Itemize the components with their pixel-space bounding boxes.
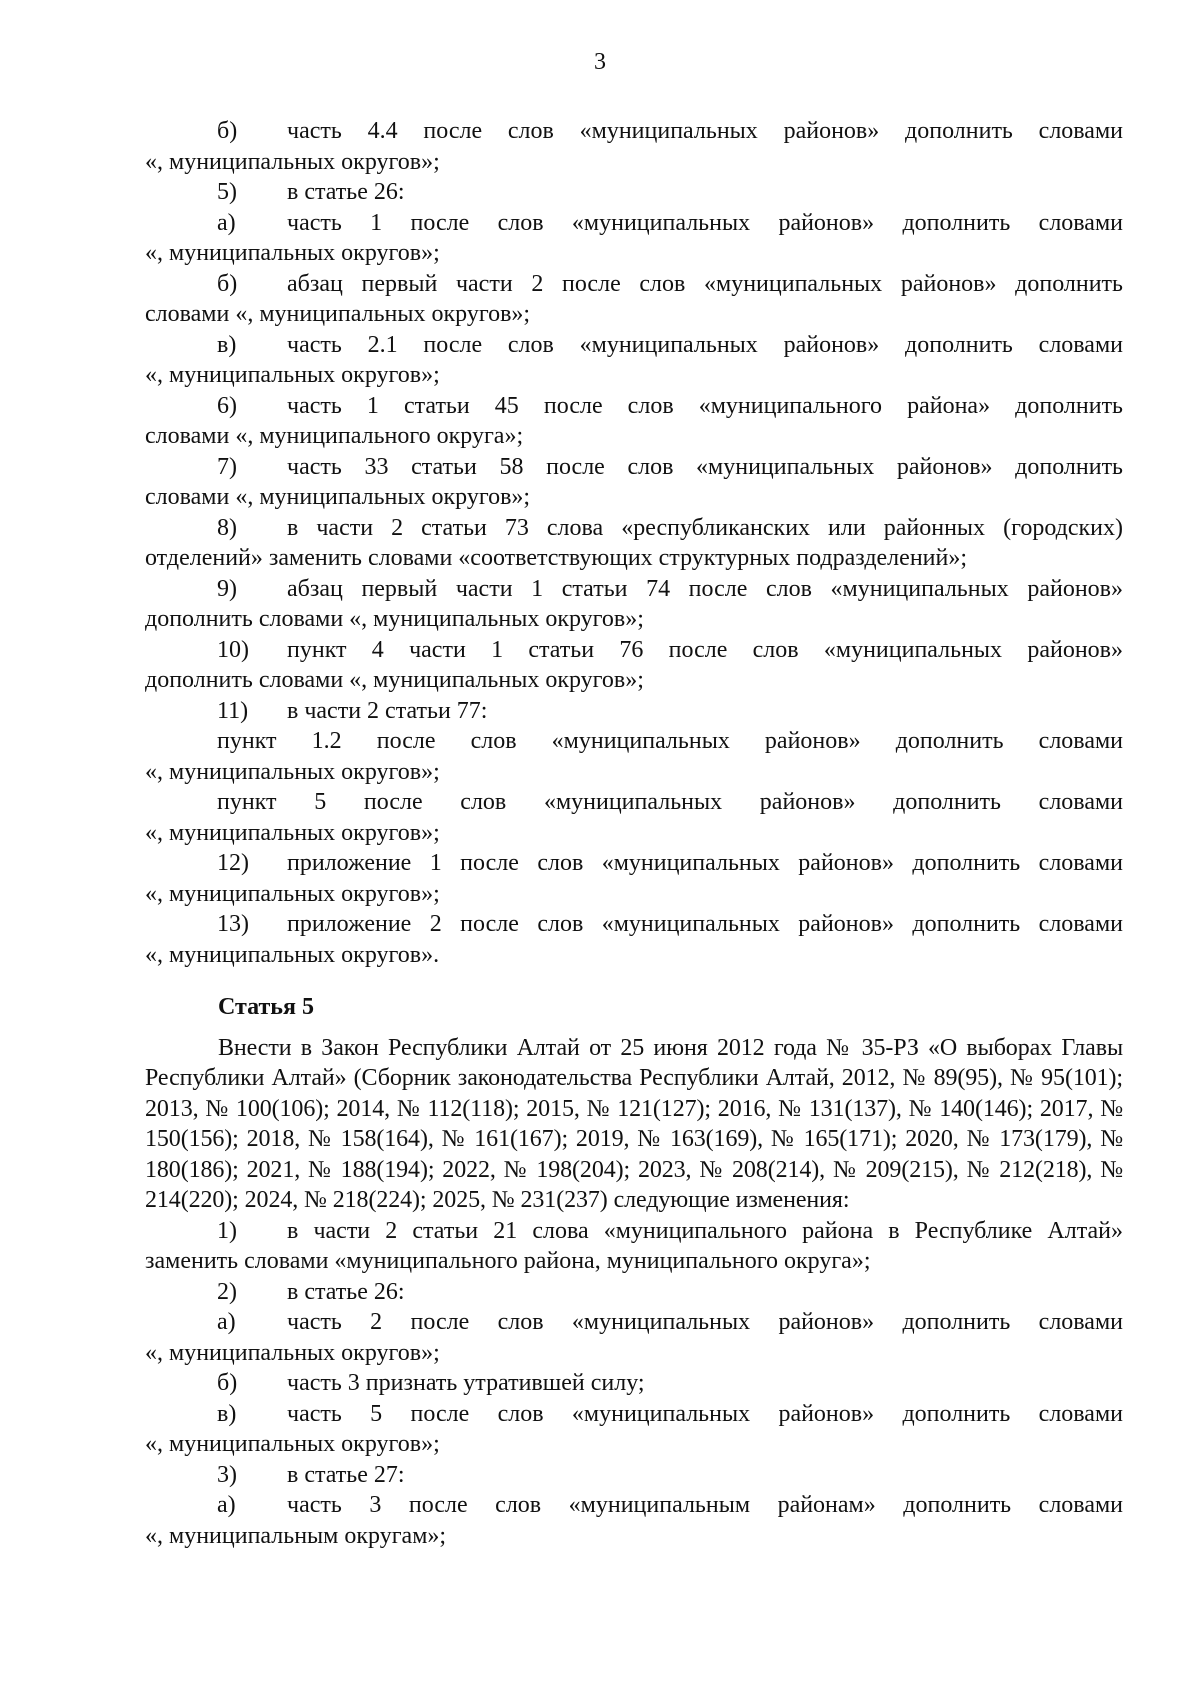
list-item-text: часть 4.4 после слов «муниципальных районов» дополнить словами — [287, 118, 1123, 144]
list-item-first-line — [145, 574, 1123, 605]
list-item — [145, 574, 1123, 635]
list-item-first-line — [145, 513, 1123, 544]
list-item — [145, 1490, 1123, 1551]
list-item-text: в части 2 статьи 77: — [287, 697, 488, 724]
list-item — [145, 726, 1123, 787]
list-item-continuation: словами «, муниципального округа»; — [145, 423, 524, 449]
list-item-first-line — [145, 1460, 1123, 1491]
list-item-text: в части 2 статьи 21 слова «муниципального района в Республике Алтай» — [287, 1217, 1123, 1244]
list-item-first-line — [145, 726, 1123, 757]
list-item — [145, 116, 1123, 177]
list-item-text: пункт 5 после слов «муниципальных районов» дополнить словами — [217, 789, 1123, 815]
list-item-marker: б) — [217, 118, 238, 144]
list-item-marker: а) — [217, 1309, 236, 1335]
list-item — [145, 696, 1123, 727]
amendment-list-article-4 — [145, 116, 1123, 970]
list-item-text: часть 3 признать утратившей силу; — [287, 1370, 645, 1396]
list-item-marker — [145, 787, 217, 818]
page-number: 3 — [594, 49, 606, 75]
list-item-marker: 5) — [217, 179, 237, 205]
list-item — [145, 1277, 1123, 1308]
list-item-text: часть 1 статьи 45 после слов «муниципального района» дополнить — [287, 392, 1123, 419]
list-item-text: приложение 1 после слов «муниципальных районов» дополнить словами — [287, 850, 1123, 876]
list-item — [145, 330, 1123, 391]
list-item-marker: 6) — [217, 392, 237, 419]
list-item-text: в статье 26: — [287, 1278, 405, 1305]
list-item-marker: б) — [217, 270, 238, 297]
list-item-marker: 2) — [217, 1278, 237, 1305]
list-item — [145, 177, 1123, 208]
list-item-first-line — [145, 696, 1123, 727]
list-item-text: абзац первый части 1 статьи 74 после слов «муниципальных районов» — [287, 575, 1123, 602]
list-item-first-line — [145, 635, 1123, 666]
list-item-continuation: отделений» заменить словами «соответствующих структурных подразделений»; — [145, 545, 968, 571]
list-item — [145, 635, 1123, 696]
list-item-first-line — [145, 208, 1123, 239]
list-item-marker: а) — [217, 209, 236, 236]
list-item — [145, 452, 1123, 513]
list-item — [145, 1368, 1123, 1399]
list-item — [145, 848, 1123, 909]
list-item-continuation: дополнить словами «, муниципальных округов»; — [145, 606, 644, 632]
list-item — [145, 1399, 1123, 1460]
list-item-text: часть 5 после слов «муниципальных районов» дополнить словами — [287, 1400, 1123, 1427]
list-item-text: часть 33 статьи 58 после слов «муниципальных районов» дополнить — [287, 453, 1123, 480]
list-item — [145, 909, 1123, 970]
list-item-text: в части 2 статьи 73 слова «республиканских или районных (городских) — [287, 514, 1123, 541]
list-item-first-line — [145, 1399, 1123, 1430]
list-item-first-line — [145, 1307, 1123, 1338]
document-body — [145, 116, 1123, 1551]
list-item-marker: б) — [217, 1370, 238, 1396]
list-item-marker: 9) — [217, 575, 237, 602]
list-item — [145, 391, 1123, 452]
list-item-text: в статье 27: — [287, 1461, 405, 1488]
list-item-first-line — [145, 330, 1123, 361]
list-item-continuation: заменить словами «муниципального района, муниципального округа»; — [145, 1248, 871, 1274]
list-item-text: часть 2 после слов «муниципальных районов» дополнить словами — [287, 1309, 1123, 1335]
list-item-first-line — [145, 391, 1123, 422]
list-item-marker: 11) — [217, 697, 249, 724]
list-item-continuation: «, муниципальных округов». — [145, 941, 440, 968]
list-item-marker: 12) — [217, 850, 249, 876]
list-item-first-line — [145, 1490, 1123, 1521]
list-item-first-line — [145, 269, 1123, 300]
list-item-text: приложение 2 после слов «муниципальных районов» дополнить словами — [287, 911, 1123, 937]
list-item-first-line — [145, 116, 1123, 147]
list-item-first-line — [145, 1368, 1123, 1399]
list-item — [145, 208, 1123, 269]
list-item — [145, 1307, 1123, 1368]
list-item-continuation: дополнить словами «, муниципальных округов»; — [145, 667, 644, 693]
list-item-continuation: «, муниципальных округов»; — [145, 880, 440, 907]
list-item-first-line — [145, 787, 1123, 818]
list-item-marker — [145, 726, 217, 757]
list-item — [145, 1216, 1123, 1277]
list-item-marker: 8) — [217, 514, 237, 541]
list-item-continuation: «, муниципальных округов»; — [145, 1339, 440, 1366]
list-item-first-line — [145, 848, 1123, 879]
list-item-marker: 3) — [217, 1461, 237, 1488]
list-item-first-line — [145, 1216, 1123, 1247]
list-item — [145, 1460, 1123, 1491]
list-item-first-line — [145, 452, 1123, 483]
list-item-marker: 13) — [217, 911, 249, 937]
amendment-list-article-5 — [145, 1216, 1123, 1552]
list-item-text: часть 2.1 после слов «муниципальных районов» дополнить словами — [287, 331, 1123, 358]
list-item-marker: а) — [217, 1492, 236, 1518]
list-item-text: пункт 4 части 1 статьи 76 после слов «муниципальных районов» — [287, 636, 1123, 663]
list-item-text: абзац первый части 2 после слов «муниципальных районов» дополнить — [287, 270, 1123, 297]
list-item — [145, 269, 1123, 330]
list-item-continuation: «, муниципальных округов»; — [145, 148, 440, 175]
article-heading: Статья 5 — [218, 994, 314, 1020]
list-item — [145, 787, 1123, 848]
list-item-marker: в) — [217, 1400, 237, 1427]
list-item-continuation: «, муниципальных округов»; — [145, 819, 440, 846]
list-item-marker: 7) — [217, 453, 237, 480]
list-item-text: в статье 26: — [287, 179, 405, 205]
list-item-text: часть 3 после слов «муниципальным районам» дополнить словами — [287, 1492, 1123, 1518]
list-item-marker: 10) — [217, 636, 249, 663]
list-item-continuation: «, муниципальных округов»; — [145, 758, 440, 785]
list-item-continuation: «, муниципальных округов»; — [145, 240, 440, 266]
list-item-first-line — [145, 1277, 1123, 1308]
list-item-continuation: словами «, муниципальных округов»; — [145, 484, 531, 510]
list-item — [145, 513, 1123, 574]
list-item-first-line — [145, 909, 1123, 940]
list-item-marker: в) — [217, 331, 237, 358]
list-item-continuation: «, муниципальным округам»; — [145, 1522, 447, 1549]
list-item-marker: 1) — [217, 1217, 237, 1244]
list-item-text: часть 1 после слов «муниципальных районов» дополнить словами — [287, 209, 1123, 236]
list-item-text: пункт 1.2 после слов «муниципальных районов» дополнить словами — [217, 728, 1123, 754]
list-item-continuation: «, муниципальных округов»; — [145, 362, 440, 388]
list-item-continuation: «, муниципальных округов»; — [145, 1431, 440, 1457]
article-intro-paragraph: Внести в Закон Республики Алтай от 25 июня 2012 года № 35-РЗ «О выборах Главы Республики Алтай» (Сборник законодательства Республики Алтай, 2012, № 89(95), № 95(101); 2013, № 100(106); 2014, № 112(118); 2015, № 121(127); 2016, № 131(137), № 140(146); 2017, № 150(156); 2018, № 158(164), № 161(167); 2019, № 163(169), № 165(171); 2020, № 173(179), № 180(186); 2021, № 188(194); 2022, № 198(204); 2023, № 208(214), № 209(215), № 212(218), № 214(220); 2024, № 218(224); 2025, № 231(237) следующие изменения: — [145, 1034, 1123, 1213]
list-item-first-line — [145, 177, 1123, 208]
list-item-continuation: словами «, муниципальных округов»; — [145, 301, 531, 327]
